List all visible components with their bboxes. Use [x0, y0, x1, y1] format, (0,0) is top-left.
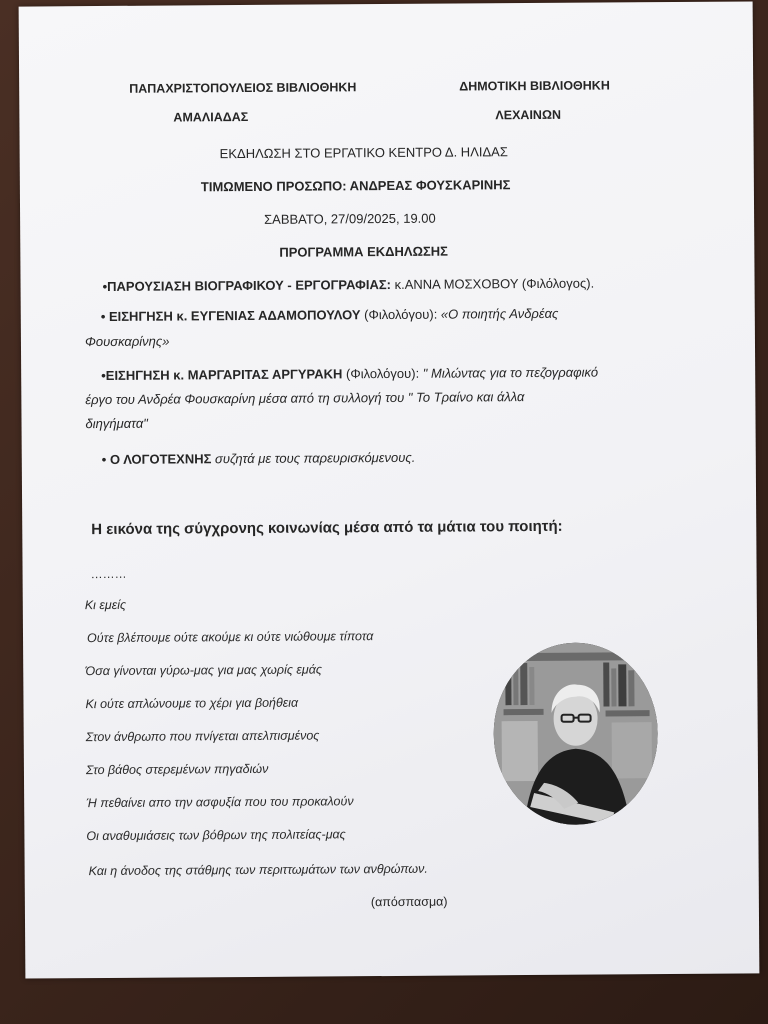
excerpt-note: (απόσπασμα) [370, 894, 448, 910]
program-item-3-title: •ΕΙΣΗΓΗΣΗ κ. ΜΑΡΓΑΡΙΤΑΣ ΑΡΓΥΡΑΚΗ [101, 366, 343, 384]
poem-line-6: Στο βάθος στερεμένων πηγαδιών [85, 761, 269, 778]
poem-line-9: Και η άνοδος της στάθμης των περιττωμάτων των ανθρώπων. [88, 861, 428, 879]
poem-line-8: Οι αναθυμιάσεις των βόθρων της πολιτείας-μας [86, 827, 346, 844]
poem-line-5: Στον άνθρωπο που πνίγεται απελπισμένος [85, 728, 320, 745]
program-title: ΠΡΟΓΡΑΜΜΑ ΕΚΔΗΛΩΣΗΣ [279, 243, 449, 260]
program-item-2-role: (Φιλολόγου): [360, 306, 441, 323]
program-item-1-title: •ΠΑΡΟΥΣΙΑΣΗ ΒΙΟΓΡΑΦΙΚΟΥ - ΕΡΓΟΓΡΑΦΙΑΣ: [102, 276, 391, 294]
poem-line-2: Ούτε βλέπουμε ούτε ακούμε κι ούτε νιώθουμε τίποτα [86, 629, 374, 646]
header-right-line2: ΛΕΧΑΙΝΩΝ [495, 107, 562, 123]
program-item-4-text: συζητά με τους παρευρισκόμενους. [211, 449, 416, 467]
poem-line-1: Κι εμείς [84, 597, 127, 613]
program-item-2-topic: «Ο ποιητής Ανδρέας [440, 305, 559, 322]
program-item-3-topic: " Μιλώντας για το πεζογραφικό [422, 364, 599, 381]
header-right-line1: ΔΗΜΟΤΙΚΗ ΒΙΒΛΙΟΘΗΚΗ [459, 78, 610, 94]
poem-line-7: Ή πεθαίνει απο την ασφυξία που του προκαλούν [86, 794, 354, 811]
flyer-paper [19, 1, 760, 978]
program-item-2-title: • ΕΙΣΗΓΗΣΗ κ. ΕΥΓΕΝΙΑΣ ΑΔΑΜΟΠΟΥΛΟΥ [100, 307, 361, 325]
program-item-3 [101, 365, 598, 383]
poem-line-3: Όσα γίνονται γύρω-μας για μας χωρίς εμάς [85, 662, 322, 679]
excerpt-dots: ……… [90, 566, 127, 582]
program-item-3-topic-cont1: έργο του Ανδρέα Φουσκαρίνη μέσα από τη συλλογή του " Το Τραίνο και άλλα [85, 389, 525, 408]
program-item-1 [103, 276, 595, 294]
excerpt-heading: Η εικόνα της σύγχρονης κοινωνίας μέσα από τα μάτια του ποιητή: [91, 517, 563, 539]
header-left-line1: ΠΑΠΑΧΡΙΣΤΟΠΟΥΛΕΙΟΣ ΒΙΒΛΙΟΘΗΚΗ [129, 80, 357, 96]
poet-portrait-photo [493, 642, 658, 825]
event-datetime: ΣΑΒΒΑΤΟ, 27/09/2025, 19.00 [264, 210, 436, 227]
program-item-2 [101, 306, 559, 324]
program-item-3-role: (Φιλολόγου): [342, 365, 423, 382]
portrait-illustration [493, 642, 658, 825]
program-item-4 [102, 450, 416, 467]
event-honoree: ΤΙΜΩΜΕΝΟ ΠΡΟΣΩΠΟ: ΑΝΔΡΕΑΣ ΦΟΥΣΚΑΡΙΝΗΣ [200, 177, 511, 195]
poem-line-4: Κι ούτε απλώνουμε το χέρι για βοήθεια [85, 695, 299, 712]
program-item-3-topic-cont2: διηγήματα" [85, 415, 148, 432]
header-left-line2: ΑΜΑΛΙΑΔΑΣ [173, 109, 249, 125]
event-venue: ΕΚΔΗΛΩΣΗ ΣΤΟ ΕΡΓΑΤΙΚΟ ΚΕΝΤΡΟ Δ. ΗΛΙΔΑΣ [219, 144, 508, 162]
program-item-1-speaker: κ.ΑΝΝΑ ΜΟΣΧΟΒΟΥ (Φιλόλογος). [390, 275, 595, 292]
program-item-2-topic-cont: Φουσκαρίνης» [84, 333, 170, 350]
program-item-4-title: • Ο ΛΟΓΟΤΕΧΝΗΣ [101, 451, 212, 468]
